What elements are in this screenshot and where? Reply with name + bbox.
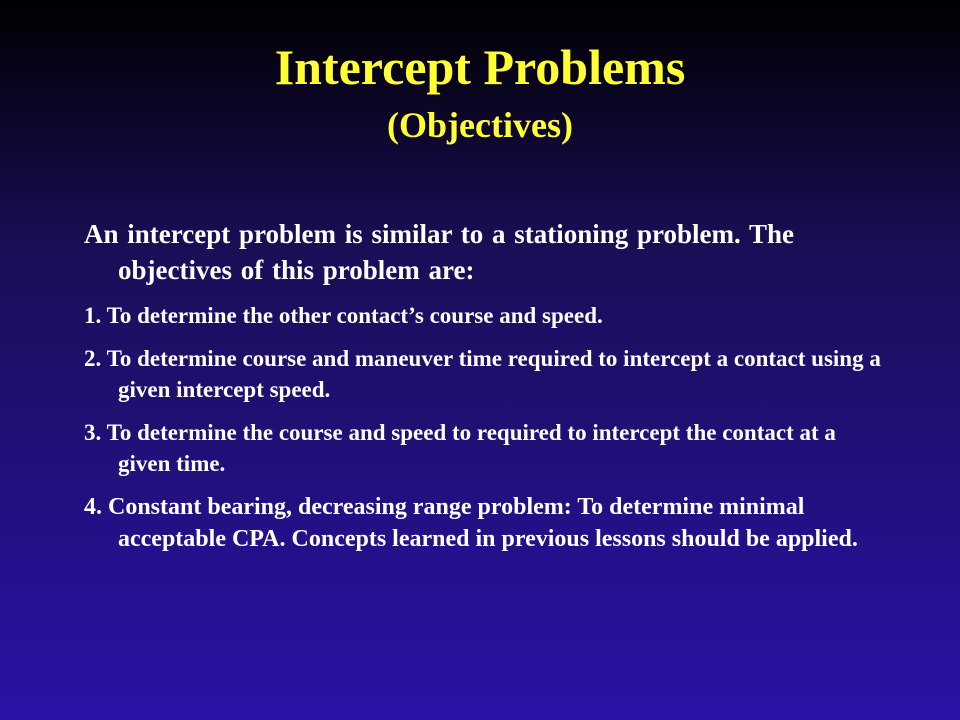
- objective-item-1: 1. To determine the other contact’s course and speed.: [84, 303, 603, 328]
- objective-item-2: 2. To determine course and maneuver time required to intercept a contact using a given intercept speed.: [84, 346, 881, 402]
- intro-paragraph: An intercept problem is similar to a stationing problem. The objectives of this problem are:: [84, 219, 795, 285]
- objectives-list: [84, 300, 894, 555]
- objective-item-4: 4. Constant bearing, decreasing range problem: To determine minimal acceptable CPA. Concepts learned in previous lessons should be applied.: [84, 494, 858, 552]
- slide-title: Intercept Problems: [274, 39, 686, 95]
- title-block: [0, 38, 960, 148]
- slide-subtitle: (Objectives): [387, 105, 573, 145]
- slide-body: [84, 216, 894, 567]
- objective-item-3: 3. To determine the course and speed to required to intercept the contact at a given time.: [84, 420, 836, 476]
